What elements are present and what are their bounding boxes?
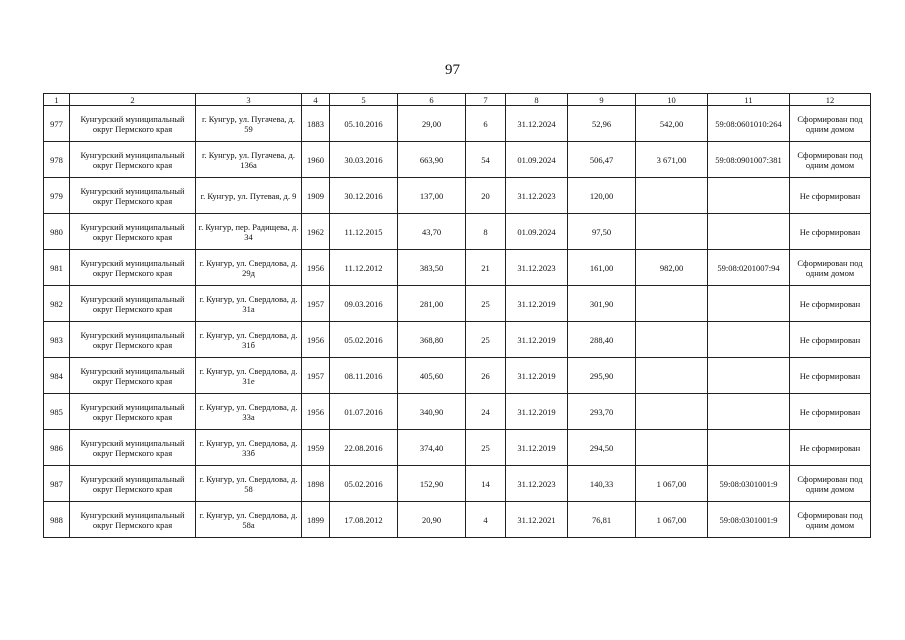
cadastral-cell: 59:08:0601010:264 (708, 106, 790, 142)
year-cell: 1960 (302, 142, 330, 178)
count-cell: 8 (466, 214, 506, 250)
header-cell: 9 (568, 94, 636, 106)
row-number: 983 (44, 322, 70, 358)
cadastral-cell: 59:08:0301001:9 (708, 502, 790, 538)
address-cell: г. Кунгур, ул. Свердлова, д. 29д (196, 250, 302, 286)
table-row (44, 250, 871, 286)
header-cell: 3 (196, 94, 302, 106)
header-cell: 2 (70, 94, 196, 106)
table-row (44, 466, 871, 502)
municipality-cell: Кунгурский муниципальный округ Пермского края (70, 142, 196, 178)
value-cell: 120,00 (568, 178, 636, 214)
municipality-cell: Кунгурский муниципальный округ Пермского края (70, 106, 196, 142)
value-cell: 295,90 (568, 358, 636, 394)
address-cell: г. Кунгур, ул. Свердлова, д. 31б (196, 322, 302, 358)
municipality-cell: Кунгурский муниципальный округ Пермского края (70, 286, 196, 322)
address-cell: г. Кунгур, ул. Свердлова, д. 33а (196, 394, 302, 430)
table-row (44, 286, 871, 322)
status-cell: Сформирован под одним домом (790, 466, 871, 502)
header-cell: 11 (708, 94, 790, 106)
date-cell: 22.08.2016 (330, 430, 398, 466)
amount-cell (636, 178, 708, 214)
area-cell: 29,00 (398, 106, 466, 142)
area-cell: 20,90 (398, 502, 466, 538)
year-cell: 1957 (302, 286, 330, 322)
header-cell: 8 (506, 94, 568, 106)
address-cell: г. Кунгур, ул. Свердлова, д. 58 (196, 466, 302, 502)
area-cell: 152,90 (398, 466, 466, 502)
date-cell: 31.12.2021 (506, 502, 568, 538)
date-cell: 05.10.2016 (330, 106, 398, 142)
address-cell: г. Кунгур, ул. Пугачева, д. 136а (196, 142, 302, 178)
date-cell: 17.08.2012 (330, 502, 398, 538)
year-cell: 1899 (302, 502, 330, 538)
count-cell: 6 (466, 106, 506, 142)
row-number: 980 (44, 214, 70, 250)
status-cell: Сформирован под одним домом (790, 106, 871, 142)
year-cell: 1962 (302, 214, 330, 250)
municipality-cell: Кунгурский муниципальный округ Пермского края (70, 250, 196, 286)
area-cell: 281,00 (398, 286, 466, 322)
table-row (44, 430, 871, 466)
date-cell: 11.12.2012 (330, 250, 398, 286)
amount-cell: 542,00 (636, 106, 708, 142)
table-row (44, 214, 871, 250)
page-number: 97 (445, 62, 460, 78)
status-cell: Не сформирован (790, 430, 871, 466)
value-cell: 293,70 (568, 394, 636, 430)
header-cell: 12 (790, 94, 871, 106)
table-row (44, 106, 871, 142)
value-cell: 97,50 (568, 214, 636, 250)
year-cell: 1883 (302, 106, 330, 142)
table-row (44, 358, 871, 394)
municipality-cell: Кунгурский муниципальный округ Пермского края (70, 214, 196, 250)
date-cell: 31.12.2019 (506, 394, 568, 430)
cadastral-cell (708, 322, 790, 358)
cadastral-cell: 59:08:0201007:94 (708, 250, 790, 286)
header-cell: 4 (302, 94, 330, 106)
date-cell: 31.12.2023 (506, 178, 568, 214)
row-number: 984 (44, 358, 70, 394)
table-row (44, 502, 871, 538)
date-cell: 01.09.2024 (506, 142, 568, 178)
registry-table (43, 93, 871, 538)
count-cell: 54 (466, 142, 506, 178)
row-number: 982 (44, 286, 70, 322)
cadastral-cell (708, 286, 790, 322)
row-number: 985 (44, 394, 70, 430)
count-cell: 21 (466, 250, 506, 286)
status-cell: Сформирован под одним домом (790, 250, 871, 286)
header-cell: 6 (398, 94, 466, 106)
value-cell: 301,90 (568, 286, 636, 322)
address-cell: г. Кунгур, пер. Радищева, д. 34 (196, 214, 302, 250)
area-cell: 405,60 (398, 358, 466, 394)
year-cell: 1957 (302, 358, 330, 394)
date-cell: 31.12.2023 (506, 250, 568, 286)
amount-cell (636, 394, 708, 430)
date-cell: 31.12.2023 (506, 466, 568, 502)
cadastral-cell: 59:08:0301001:9 (708, 466, 790, 502)
value-cell: 52,96 (568, 106, 636, 142)
municipality-cell: Кунгурский муниципальный округ Пермского края (70, 178, 196, 214)
status-cell: Не сформирован (790, 322, 871, 358)
year-cell: 1956 (302, 322, 330, 358)
area-cell: 137,00 (398, 178, 466, 214)
year-cell: 1959 (302, 430, 330, 466)
address-cell: г. Кунгур, ул. Пугачева, д. 59 (196, 106, 302, 142)
count-cell: 14 (466, 466, 506, 502)
area-cell: 663,90 (398, 142, 466, 178)
count-cell: 25 (466, 430, 506, 466)
address-cell: г. Кунгур, ул. Свердлова, д. 58а (196, 502, 302, 538)
row-number: 979 (44, 178, 70, 214)
cadastral-cell (708, 214, 790, 250)
area-cell: 340,90 (398, 394, 466, 430)
date-cell: 30.03.2016 (330, 142, 398, 178)
municipality-cell: Кунгурский муниципальный округ Пермского края (70, 502, 196, 538)
cadastral-cell (708, 394, 790, 430)
value-cell: 506,47 (568, 142, 636, 178)
header-row (44, 94, 871, 106)
status-cell: Не сформирован (790, 286, 871, 322)
cadastral-cell (708, 358, 790, 394)
municipality-cell: Кунгурский муниципальный округ Пермского края (70, 394, 196, 430)
date-cell: 31.12.2019 (506, 322, 568, 358)
date-cell: 05.02.2016 (330, 466, 398, 502)
count-cell: 25 (466, 286, 506, 322)
status-cell: Сформирован под одним домом (790, 142, 871, 178)
address-cell: г. Кунгур, ул. Свердлова, д. 31е (196, 358, 302, 394)
value-cell: 140,33 (568, 466, 636, 502)
municipality-cell: Кунгурский муниципальный округ Пермского края (70, 322, 196, 358)
status-cell: Не сформирован (790, 214, 871, 250)
status-cell: Сформирован под одним домом (790, 502, 871, 538)
amount-cell: 3 671,00 (636, 142, 708, 178)
table-row (44, 394, 871, 430)
value-cell: 288,40 (568, 322, 636, 358)
count-cell: 24 (466, 394, 506, 430)
date-cell: 08.11.2016 (330, 358, 398, 394)
address-cell: г. Кунгур, ул. Свердлова, д. 33б (196, 430, 302, 466)
date-cell: 09.03.2016 (330, 286, 398, 322)
header-cell: 10 (636, 94, 708, 106)
value-cell: 294,50 (568, 430, 636, 466)
count-cell: 26 (466, 358, 506, 394)
table-body (44, 106, 871, 538)
area-cell: 43,70 (398, 214, 466, 250)
count-cell: 4 (466, 502, 506, 538)
amount-cell (636, 286, 708, 322)
cadastral-cell: 59:08:0901007:381 (708, 142, 790, 178)
date-cell: 05.02.2016 (330, 322, 398, 358)
amount-cell (636, 358, 708, 394)
status-cell: Не сформирован (790, 178, 871, 214)
year-cell: 1909 (302, 178, 330, 214)
value-cell: 161,00 (568, 250, 636, 286)
municipality-cell: Кунгурский муниципальный округ Пермского края (70, 430, 196, 466)
row-number: 988 (44, 502, 70, 538)
row-number: 986 (44, 430, 70, 466)
amount-cell (636, 430, 708, 466)
address-cell: г. Кунгур, ул. Путевая, д. 9 (196, 178, 302, 214)
address-cell: г. Кунгур, ул. Свердлова, д. 31а (196, 286, 302, 322)
cadastral-cell (708, 178, 790, 214)
amount-cell: 1 067,00 (636, 502, 708, 538)
area-cell: 383,50 (398, 250, 466, 286)
date-cell: 30.12.2016 (330, 178, 398, 214)
date-cell: 31.12.2019 (506, 358, 568, 394)
amount-cell: 1 067,00 (636, 466, 708, 502)
count-cell: 25 (466, 322, 506, 358)
value-cell: 76,81 (568, 502, 636, 538)
date-cell: 31.12.2024 (506, 106, 568, 142)
year-cell: 1956 (302, 250, 330, 286)
amount-cell: 982,00 (636, 250, 708, 286)
date-cell: 31.12.2019 (506, 286, 568, 322)
date-cell: 31.12.2019 (506, 430, 568, 466)
date-cell: 11.12.2015 (330, 214, 398, 250)
area-cell: 374,40 (398, 430, 466, 466)
table-row (44, 142, 871, 178)
municipality-cell: Кунгурский муниципальный округ Пермского края (70, 466, 196, 502)
year-cell: 1956 (302, 394, 330, 430)
date-cell: 01.09.2024 (506, 214, 568, 250)
date-cell: 01.07.2016 (330, 394, 398, 430)
header-cell: 7 (466, 94, 506, 106)
amount-cell (636, 214, 708, 250)
header-cell: 1 (44, 94, 70, 106)
row-number: 987 (44, 466, 70, 502)
header-cell: 5 (330, 94, 398, 106)
area-cell: 368,80 (398, 322, 466, 358)
status-cell: Не сформирован (790, 394, 871, 430)
year-cell: 1898 (302, 466, 330, 502)
table-row (44, 178, 871, 214)
municipality-cell: Кунгурский муниципальный округ Пермского края (70, 358, 196, 394)
count-cell: 20 (466, 178, 506, 214)
status-cell: Не сформирован (790, 358, 871, 394)
table-header (44, 94, 871, 106)
row-number: 981 (44, 250, 70, 286)
amount-cell (636, 322, 708, 358)
row-number: 977 (44, 106, 70, 142)
cadastral-cell (708, 430, 790, 466)
row-number: 978 (44, 142, 70, 178)
table-row (44, 322, 871, 358)
